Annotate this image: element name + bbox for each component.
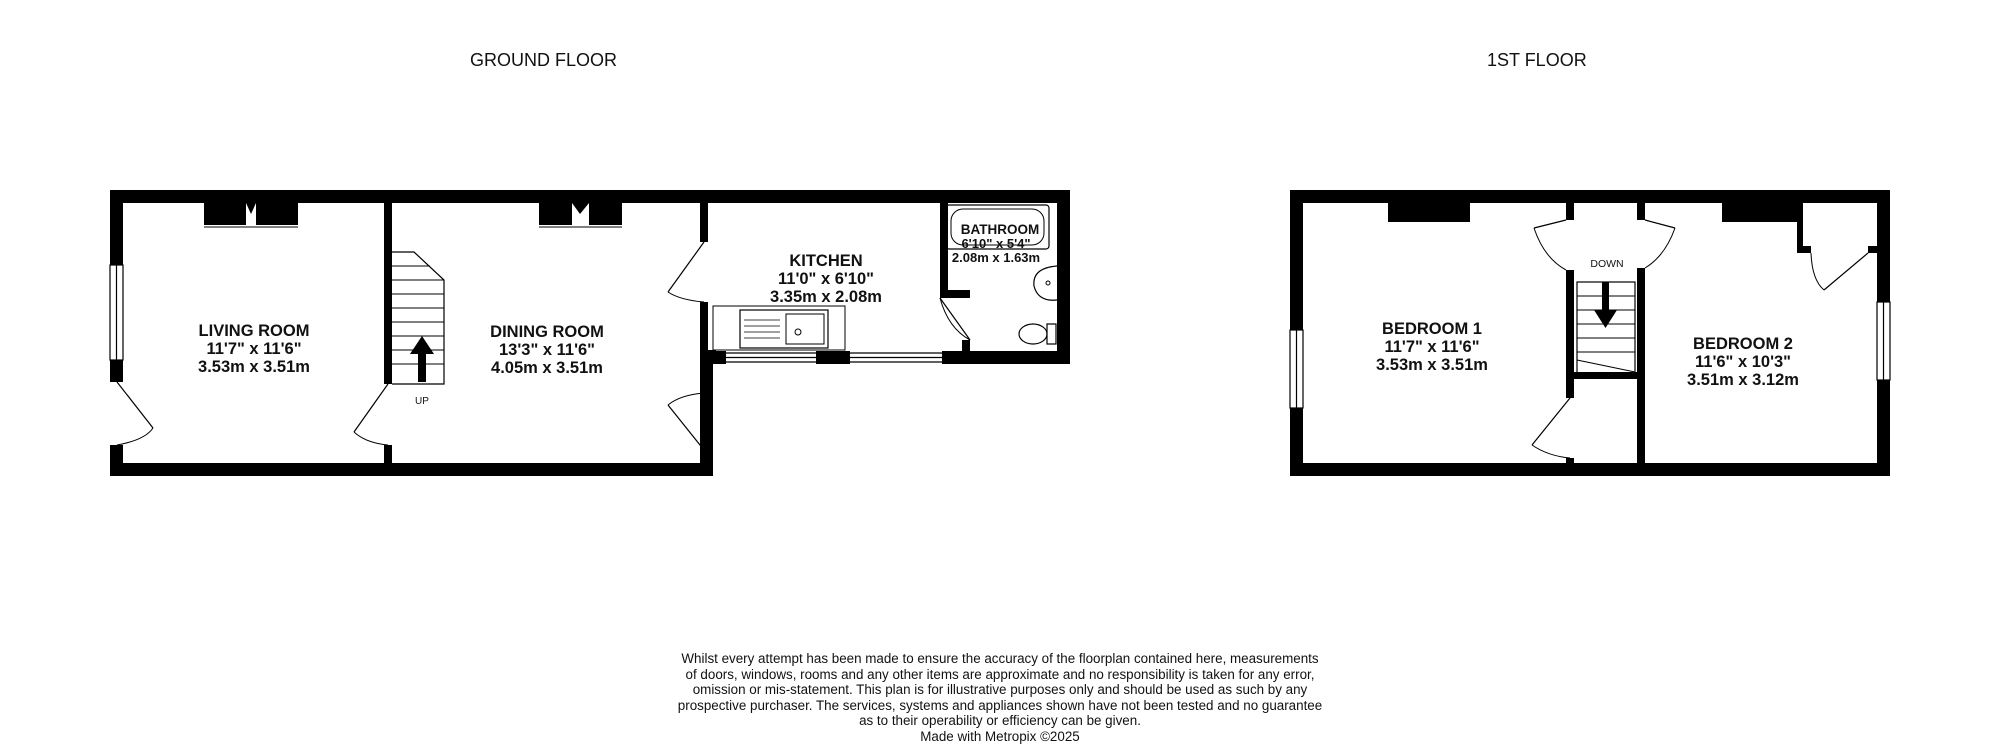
ff-landing-left-wall (1566, 270, 1574, 398)
ff-left-wall-lower (1290, 408, 1303, 476)
dining-room-imperial: 13'3" x 11'6" (499, 341, 595, 359)
bedroom1-imperial: 11'7" x 11'6" (1384, 338, 1480, 356)
ff-left-wall-upper (1290, 190, 1303, 330)
bathroom-metric: 2.08m x 1.63m (951, 250, 1041, 265)
stairs-up-label: UP (415, 396, 429, 407)
wash-basin (1034, 266, 1057, 300)
credit-line: Made with Metropix ©2025 (920, 728, 1080, 744)
bathroom-imperial: 6'10" x 5'4" (961, 236, 1031, 251)
living-chimney-right (256, 203, 298, 225)
gf-bottom-wall (110, 463, 712, 476)
ff-stairwell-wall (1574, 372, 1638, 379)
kitchen-name: KITCHEN (789, 252, 863, 270)
living-chimney-left (204, 203, 246, 225)
disclaimer-line: of doors, windows, rooms and any other items are approximate and no responsibility is taken for any error, (685, 666, 1315, 682)
ground-floor-title: GROUND FLOOR (470, 50, 618, 70)
bedroom1-name: BEDROOM 1 (1382, 320, 1482, 338)
ff-bottom-wall (1290, 463, 1890, 476)
bedroom2-metric: 3.51m x 3.12m (1687, 371, 1799, 389)
gf-right-wall (1057, 190, 1070, 364)
bedroom2-imperial: 11'6" x 10'3" (1695, 353, 1791, 371)
stairs-down-label: DOWN (1590, 258, 1624, 270)
dining-room-name: DINING ROOM (490, 323, 604, 341)
disclaimer-line: omission or mis-statement. This plan is for illustrative purposes only and should be used as such by any (692, 682, 1308, 698)
ff-landing-right-wall-top (1637, 190, 1645, 220)
gf-left-wall-upper (110, 190, 123, 265)
disclaimer-line: prospective purchaser. The services, systems and appliances shown have not been tested and no guarantee (677, 697, 1323, 713)
stairs-up-arrow-icon (418, 352, 426, 382)
bedroom2-name: BEDROOM 2 (1693, 335, 1793, 353)
stairs-down-arrow-icon (1602, 282, 1609, 310)
bedroom1-metric: 3.53m x 3.51m (1376, 356, 1488, 374)
bathroom-name: BATHROOM (960, 222, 1040, 237)
ground-floor-plan (110, 190, 1070, 476)
dining-chimney-right (589, 203, 622, 225)
ff-landing-left-wall-top (1566, 190, 1574, 220)
living-room-name: LIVING ROOM (198, 322, 310, 340)
gf-living-dining-wall (384, 190, 392, 384)
kitchen-metric: 3.35m x 2.08m (770, 288, 882, 306)
kitchen-sink (713, 306, 845, 350)
gf-staircase (392, 252, 444, 384)
first-floor-plan (1290, 190, 1890, 476)
gf-left-wall-mid (110, 360, 123, 382)
ff-landing-right-wall (1637, 268, 1645, 476)
disclaimer-line: Whilst every attempt has been made to ensure the accuracy of the floorplan contained here, measurements (681, 651, 1319, 666)
ff-top-wall (1290, 190, 1890, 203)
bedroom2-cupboard-wall (1797, 203, 1803, 253)
ff-right-wall-lower (1877, 380, 1890, 476)
dining-room-metric: 4.05m x 3.51m (491, 359, 603, 377)
gf-top-wall (110, 190, 1070, 203)
kitchen-imperial: 11'0" x 6'10" (778, 270, 874, 288)
first-floor-title: 1ST FLOOR (1487, 50, 1587, 70)
disclaimer (640, 651, 1360, 745)
bedroom1-chimney (1388, 203, 1470, 222)
disclaimer-line: as to their operability or efficiency can be given. (859, 713, 1141, 729)
dining-chimney-left (539, 203, 572, 225)
gf-dining-kitchen-wall (700, 190, 708, 242)
bedroom2-chimney (1722, 203, 1800, 222)
toilet (1019, 324, 1056, 344)
ff-staircase (1577, 282, 1635, 374)
living-room-metric: 3.53m x 3.51m (198, 358, 310, 376)
living-room-imperial: 11'7" x 11'6" (206, 340, 302, 358)
